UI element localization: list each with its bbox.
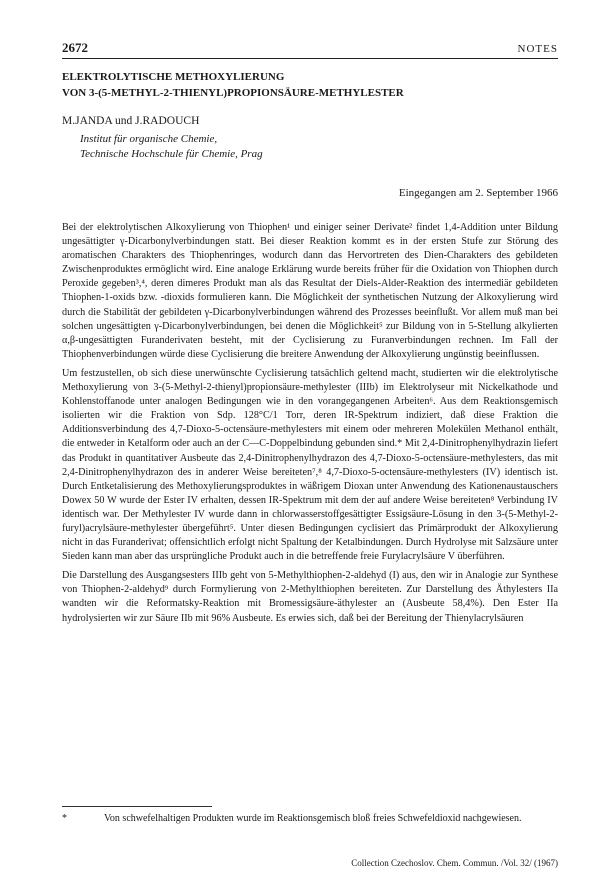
institution-line-1: Institut für organische Chemie, [80,133,218,145]
article-title [62,69,558,101]
footnote [62,812,558,826]
journal-citation: Collection Czechoslov. Chem. Commun. /Vol. 32/ (1967) [351,858,558,868]
paragraph-2: Um festzustellen, ob sich diese unerwünschte Cyclisierung tatsächlich geltend macht, studierten wir die elektrolytische Methoxylierung von 3-(5-Methyl-2-thienyl)propionsäure-methylester (IIIb) im Elektrolyseur mit Nickelkathode und Kohlenstoffanode unter analogen Bedingungen wie in den vorangegangenen Arbeiten⁶. Aus dem Reaktionsgemisch isolierten wir die Fraktion von Sdp. 128°C/1 Torr, deren IR-Spektrum indiziert, daß diese Fraktion die Additionsverbindung des 4,7-Dioxo-5-octensäure-methylesters mit einem oder mehreren Molekülen Methanol enthält, die entweder in Ketalform oder auch an der C—C-Doppelbindung gebunden sind.* Mit 2,4-Dinitrophenylhydrazin liefert das Produkt in quantitativer Ausbeute das 2,4-Dinitrophenylhydrazon des 4,7-Dioxo-5-octensäure-methylesters, das mit 2,4-Dinitrophenylhydrazon des in anderer Weise bereiteten⁷,⁸ 4,7-Dioxo-5-octensäure-methylesters (IV) identisch ist. Durch Entketalisierung des Methoxylierungsproduktes in wäßrigem Dioxan unter Anwendung des Kationenaustauschers Dowex 50 W wurde der Ester IV erhalten, dessen IR-Spektrum mit dem der auf andere Weise bereiteten⁸ Verbindung IV identisch war. Der Methylester IV wurde dann in chlorwasserstoffgesättigter Essigsäure-Lösung in den 3-(5-Methyl-2-furyl)acrylsäure-methylester übergeführt⁵. Unter diesen Bedingungen cyclisiert das Primärprodukt der Alkoxylierung nicht in das Furanderivat; offensichtlich erfolgt nicht Spaltung der Ketalbindungen. Durch Hydrolyse mit Salzsäure unter Sieden kann man aber das ursprüngliche Produkt auch in die betreffende freie Furylacrylsäure V überführen. [62,367,558,563]
footnote-text: Von schwefelhaltigen Produkten wurde im Reaktionsgemisch bloß freies Schwefeldioxid nachgewiesen. [104,813,522,824]
institution [80,132,263,162]
title-line-2: VON 3-(5-METHYL-2-THIENYL)PROPIONSÄURE-METHYLESTER [62,87,404,99]
authors: M.JANDA und J.RADOUCH [62,115,200,127]
footnote-rule [62,806,212,807]
running-header [62,40,558,56]
article-body [62,221,558,631]
paragraph-3: Die Darstellung des Ausgangsesters IIIb geht von 5-Methylthiophen-2-aldehyd (I) aus, den wir in Analogie zur Synthese von Thiophen-2-aldehyd⁹ durch Formylierung von 2-Methylthiophen bereiteten. Zur Darstellung des Äthylesters IIa wandten wir die Reformatsky-Reaktion mit Bromessigsäure-äthylester an (Ausbeute 58,4%). Den Ester IIa hydrolysierten wir zur Säure IIb mit 96% Ausbeute. Es erwies sich, daß bei der Bereitung der Thienylacrylsäuren [62,570,558,624]
title-line-1: ELEKTROLYTISCHE METHOXYLIERUNG [62,71,285,83]
section-label: NOTES [517,43,558,55]
paragraph-1: Bei der elektrolytischen Alkoxylierung von Thiophen¹ und einiger seiner Derivate² findet 1,4-Addition unter Bildung ungesättigter γ-Dicarbonylverbindungen statt. Bei dieser Reaktion kommt es in der ersten Stufe zur Störung des aromatischen Charakters des Thiophenringes, wodurch dann das Hervortreten des Dien-Charakters des gebildeten Zwischenproduktes ermöglicht wird. Eine analoge Erklärung wurde bereits früher für die Oxidation von Thiophen durch Peroxide gegeben³,⁴, deren dimeres Produkt man als das Resultat der Diels-Alder-Reaktion des intermediär gebildeten Thiophen-1-oxids bzw. -dioxids formulieren kann. Die Möglichkeit der synthetischen Nutzung der Alkoxylierung wird durch die Stabilität der gebildeten γ-Dicarbonylverbindungen während des Prozesses beeinflußt. Vor allem muß man bei solchen ungesättigten γ-Dicarbonylverbindungen, bei denen die Möglichkeit⁵ zur Bildung von in 5-Stellung alkylierten α,β-ungesättigten Furanderivaten besteht, mit der Cyclisierung zu Furanverbindungen rechnen. Im Fall der Thiophenverbindungen würde diese Cyclisierung die breitere Anwendung der Alkoxylierung ungünstig beeinflussen. [62,222,558,360]
page-number: 2672 [62,40,88,55]
footnote-marker: * [62,813,67,824]
received-date: Eingegangen am 2. September 1966 [398,187,558,199]
institution-line-2: Technische Hochschule für Chemie, Prag [80,148,263,160]
header-rule [62,58,558,59]
